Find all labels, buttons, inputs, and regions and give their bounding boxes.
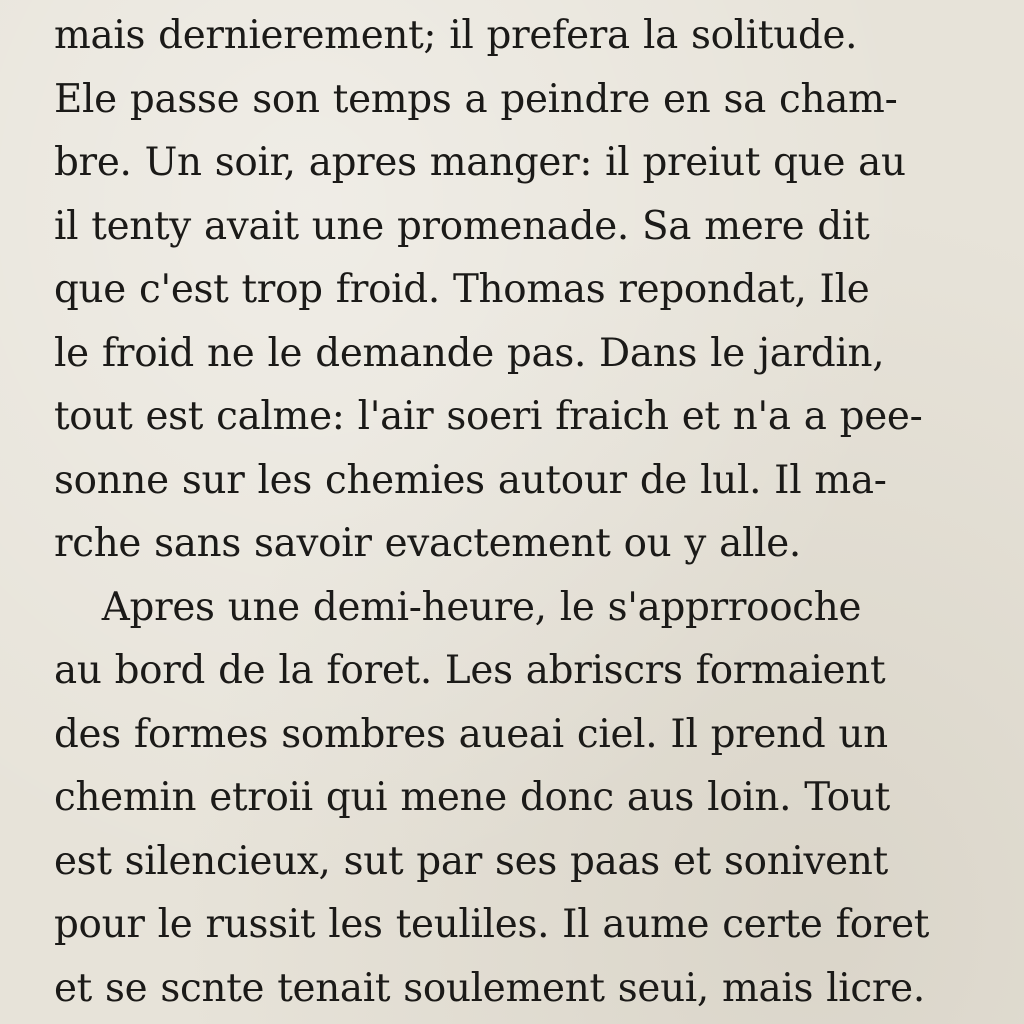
- text-line: le froid ne le demande pas. Dans le jardin,: [54, 330, 885, 376]
- text-line: sonne sur les chemies autour de lul. Il ma-: [54, 457, 887, 503]
- text-line: mais dernierement; il prefera la solitude.: [54, 13, 858, 58]
- text-line: des formes sombres aueai ciel. Il prend un: [54, 711, 888, 757]
- text-line: chemin etroii qui mene donc aus loin. Tout: [54, 775, 890, 820]
- text-line: que c'est trop froid. Thomas repondat, Ile: [54, 267, 870, 312]
- text-line: bre. Un soir, apres manger: il preiut que au: [54, 140, 906, 185]
- text-line: Apres une demi-heure, le s'apprrooche: [101, 584, 862, 630]
- text-body: [54, 4, 1014, 1020]
- text-line: rche sans savoir evactement ou y alle.: [54, 521, 801, 566]
- text-line: Ele passe son temps a peindre en sa cham-: [54, 76, 898, 122]
- paragraph-1: [54, 4, 1014, 576]
- text-line: il tenty avait une promenade. Sa mere dit: [54, 203, 870, 249]
- text-line: tout est calme: l'air soeri fraich et n'a a pee-: [54, 394, 923, 439]
- text-line: pour le russit les teuliles. Il aume certe foret: [54, 902, 930, 947]
- text-line: est silencieux, sut par ses paas et sonivent: [54, 838, 888, 884]
- paragraph-2: [54, 576, 1014, 1021]
- text-line: au bord de la foret. Les abriscrs formaient: [54, 648, 886, 693]
- text-line: et se scnte tenait soulement seui, mais licre.: [54, 965, 925, 1011]
